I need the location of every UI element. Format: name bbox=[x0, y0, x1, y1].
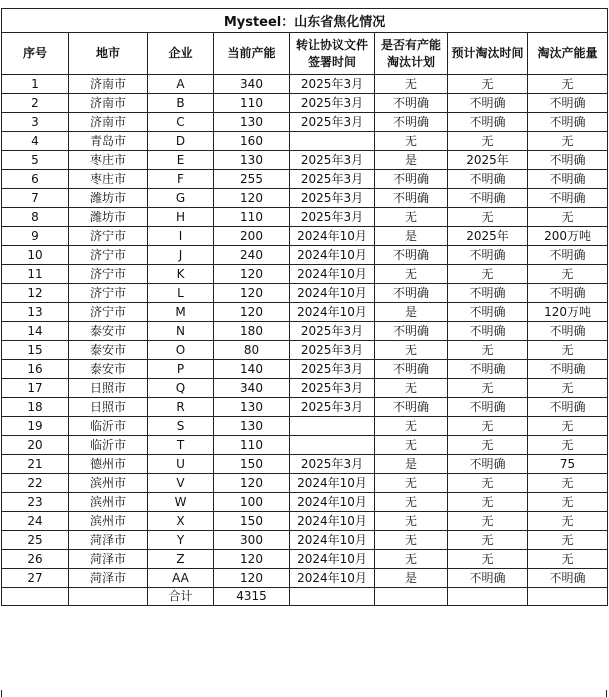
col-phaseout-amount-cell: 不明确 bbox=[528, 360, 608, 379]
col-phaseout-plan-cell: 是 bbox=[375, 455, 448, 474]
col-phaseout-amount-cell: 不明确 bbox=[528, 569, 608, 588]
col-index-cell: 4 bbox=[2, 132, 69, 151]
col-phaseout-time-cell: 不明确 bbox=[448, 303, 528, 322]
col-capacity-cell: 180 bbox=[214, 322, 290, 341]
col-phaseout-plan-cell: 无 bbox=[375, 493, 448, 512]
col-phaseout-time-cell: 不明确 bbox=[448, 170, 528, 189]
col-sign-date-cell: 2024年10月 bbox=[290, 246, 375, 265]
table-bottom-edge bbox=[1, 690, 607, 697]
col-capacity-cell: 150 bbox=[214, 455, 290, 474]
col-phaseout-plan-cell: 无 bbox=[375, 132, 448, 151]
col-phaseout-time-cell: 无 bbox=[448, 75, 528, 94]
col-phaseout-time-cell: 不明确 bbox=[448, 94, 528, 113]
col-capacity-cell: 120 bbox=[214, 303, 290, 322]
col-city-cell: 菏泽市 bbox=[69, 569, 148, 588]
table-row bbox=[2, 569, 608, 588]
col-sign-date-cell: 2025年3月 bbox=[290, 208, 375, 227]
table-row bbox=[2, 94, 608, 113]
table-row bbox=[2, 75, 608, 94]
col-company-cell: Z bbox=[148, 550, 214, 569]
header-line: 序号 bbox=[22, 46, 47, 60]
col-capacity-cell: 120 bbox=[214, 265, 290, 284]
col-capacity-cell: 80 bbox=[214, 341, 290, 360]
col-phaseout-amount-cell: 无 bbox=[528, 208, 608, 227]
col-sign-date-cell: 2025年3月 bbox=[290, 75, 375, 94]
col-company-cell: I bbox=[148, 227, 214, 246]
col-company-cell: Q bbox=[148, 379, 214, 398]
col-city-cell: 济宁市 bbox=[69, 227, 148, 246]
col-capacity-cell: 110 bbox=[214, 436, 290, 455]
header-line: 转让协议文件 bbox=[295, 37, 368, 52]
col-phaseout-plan-cell: 无 bbox=[375, 436, 448, 455]
header-line: 预计淘汰时间 bbox=[451, 46, 524, 60]
col-company-cell: U bbox=[148, 455, 214, 474]
col-company-cell: T bbox=[148, 436, 214, 455]
col-sign-date-cell: 2025年3月 bbox=[290, 170, 375, 189]
col-company-cell: P bbox=[148, 360, 214, 379]
col-company-cell: J bbox=[148, 246, 214, 265]
col-index-cell: 23 bbox=[2, 493, 69, 512]
table-row bbox=[2, 474, 608, 493]
col-index-cell: 7 bbox=[2, 189, 69, 208]
table-row bbox=[2, 265, 608, 284]
col-sign-date-cell: 2024年10月 bbox=[290, 284, 375, 303]
col-phaseout-plan-cell: 无 bbox=[375, 512, 448, 531]
col-phaseout-amount-cell: 不明确 bbox=[528, 322, 608, 341]
col-phaseout-time-cell: 2025年 bbox=[448, 151, 528, 170]
table-body bbox=[2, 75, 608, 588]
table-row bbox=[2, 493, 608, 512]
col-phaseout-amount-cell: 无 bbox=[528, 493, 608, 512]
col-capacity-cell: 255 bbox=[214, 170, 290, 189]
col-sign-date-cell: 2025年3月 bbox=[290, 398, 375, 417]
col-city-cell: 潍坊市 bbox=[69, 189, 148, 208]
col-phaseout-amount-cell: 无 bbox=[528, 132, 608, 151]
col-capacity-cell: 120 bbox=[214, 474, 290, 493]
col-index-cell: 27 bbox=[2, 569, 69, 588]
col-phaseout-amount-cell: 无 bbox=[528, 512, 608, 531]
title-row bbox=[2, 9, 608, 33]
col-phaseout-amount-cell: 无 bbox=[528, 75, 608, 94]
col-sign-date-cell: 2024年10月 bbox=[290, 512, 375, 531]
col-city-cell: 临沂市 bbox=[69, 417, 148, 436]
table-row bbox=[2, 208, 608, 227]
col-phaseout-time-cell: 不明确 bbox=[448, 246, 528, 265]
header-line: 企业 bbox=[168, 46, 193, 60]
col-phaseout-time-cell: 不明确 bbox=[448, 113, 528, 132]
total-empty-cell bbox=[290, 588, 375, 606]
header-line: 当前产能 bbox=[227, 46, 276, 60]
col-city-cell: 滨州市 bbox=[69, 474, 148, 493]
col-capacity-cell: 160 bbox=[214, 132, 290, 151]
col-phaseout-amount-cell: 不明确 bbox=[528, 151, 608, 170]
col-company-cell: S bbox=[148, 417, 214, 436]
col-phaseout-amount-cell: 不明确 bbox=[528, 398, 608, 417]
table-row bbox=[2, 322, 608, 341]
total-row bbox=[2, 588, 608, 606]
col-phaseout-plan-cell: 无 bbox=[375, 550, 448, 569]
col-capacity-cell: 110 bbox=[214, 94, 290, 113]
col-phaseout-amount-cell: 不明确 bbox=[528, 94, 608, 113]
col-city-cell: 日照市 bbox=[69, 398, 148, 417]
col-phaseout-time-cell: 无 bbox=[448, 493, 528, 512]
table-row bbox=[2, 284, 608, 303]
table-row bbox=[2, 455, 608, 474]
col-city-cell: 枣庄市 bbox=[69, 170, 148, 189]
col-company-cell: E bbox=[148, 151, 214, 170]
col-phaseout-plan-cell: 是 bbox=[375, 569, 448, 588]
col-index-cell: 18 bbox=[2, 398, 69, 417]
col-city-cell: 泰安市 bbox=[69, 360, 148, 379]
col-phaseout-plan-cell: 无 bbox=[375, 75, 448, 94]
col-phaseout-time-cell: 不明确 bbox=[448, 284, 528, 303]
col-sign-date-cell: 2025年3月 bbox=[290, 322, 375, 341]
col-index-cell: 19 bbox=[2, 417, 69, 436]
col-sign-date-cell: 2025年3月 bbox=[290, 151, 375, 170]
col-sign-date-cell: 2025年3月 bbox=[290, 360, 375, 379]
col-capacity-header bbox=[214, 33, 290, 75]
col-sign-date-cell bbox=[290, 436, 375, 455]
col-capacity-cell: 120 bbox=[214, 550, 290, 569]
total-empty-cell bbox=[528, 588, 608, 606]
col-phaseout-plan-cell: 无 bbox=[375, 379, 448, 398]
header-line: 签署时间 bbox=[307, 54, 356, 69]
col-phaseout-plan-cell: 不明确 bbox=[375, 170, 448, 189]
col-company-cell: Y bbox=[148, 531, 214, 550]
col-index-cell: 8 bbox=[2, 208, 69, 227]
col-phaseout-time-cell: 不明确 bbox=[448, 322, 528, 341]
col-phaseout-plan-cell: 无 bbox=[375, 531, 448, 550]
col-sign-date-cell: 2024年10月 bbox=[290, 493, 375, 512]
col-index-cell: 17 bbox=[2, 379, 69, 398]
col-index-cell: 15 bbox=[2, 341, 69, 360]
col-sign-date-cell: 2024年10月 bbox=[290, 474, 375, 493]
col-company-cell: D bbox=[148, 132, 214, 151]
col-city-cell: 济宁市 bbox=[69, 246, 148, 265]
total-empty-cell bbox=[2, 588, 69, 606]
col-city-cell: 枣庄市 bbox=[69, 151, 148, 170]
col-phaseout-plan-cell: 不明确 bbox=[375, 94, 448, 113]
col-phaseout-amount-cell: 无 bbox=[528, 265, 608, 284]
col-sign-date-cell: 2025年3月 bbox=[290, 94, 375, 113]
col-phaseout-time-cell: 无 bbox=[448, 512, 528, 531]
col-sign-date-cell: 2024年10月 bbox=[290, 531, 375, 550]
table-row bbox=[2, 246, 608, 265]
col-company-cell: O bbox=[148, 341, 214, 360]
table-row bbox=[2, 512, 608, 531]
col-capacity-cell: 130 bbox=[214, 417, 290, 436]
col-phaseout-amount-cell: 不明确 bbox=[528, 246, 608, 265]
col-phaseout-amount-cell: 无 bbox=[528, 531, 608, 550]
col-city-cell: 济南市 bbox=[69, 94, 148, 113]
col-phaseout-plan-cell: 无 bbox=[375, 208, 448, 227]
col-company-cell: X bbox=[148, 512, 214, 531]
col-phaseout-time-cell: 不明确 bbox=[448, 569, 528, 588]
col-sign-date-cell: 2024年10月 bbox=[290, 303, 375, 322]
capacity-table-container bbox=[1, 8, 607, 606]
col-city-cell: 济南市 bbox=[69, 75, 148, 94]
col-phaseout-amount-cell: 75 bbox=[528, 455, 608, 474]
col-phaseout-amount-cell: 不明确 bbox=[528, 113, 608, 132]
col-capacity-cell: 340 bbox=[214, 379, 290, 398]
col-phaseout-amount-cell: 无 bbox=[528, 341, 608, 360]
table-row bbox=[2, 113, 608, 132]
table-row bbox=[2, 151, 608, 170]
col-company-cell: B bbox=[148, 94, 214, 113]
col-phaseout-time-cell: 无 bbox=[448, 550, 528, 569]
col-index-cell: 24 bbox=[2, 512, 69, 531]
col-phaseout-amount-cell: 200万吨 bbox=[528, 227, 608, 246]
col-index-cell: 21 bbox=[2, 455, 69, 474]
col-phaseout-time-cell: 无 bbox=[448, 531, 528, 550]
col-company-cell: H bbox=[148, 208, 214, 227]
col-city-cell: 菏泽市 bbox=[69, 531, 148, 550]
col-phaseout-plan-cell: 是 bbox=[375, 151, 448, 170]
col-capacity-cell: 340 bbox=[214, 75, 290, 94]
col-city-cell: 日照市 bbox=[69, 379, 148, 398]
col-index-cell: 12 bbox=[2, 284, 69, 303]
total-empty-cell bbox=[448, 588, 528, 606]
col-city-header bbox=[69, 33, 148, 75]
total-empty-cell bbox=[375, 588, 448, 606]
col-phaseout-plan-cell: 无 bbox=[375, 265, 448, 284]
table-title: Mysteel：山东省焦化情况 bbox=[2, 9, 608, 33]
table-row bbox=[2, 303, 608, 322]
col-phaseout-plan-cell: 无 bbox=[375, 341, 448, 360]
col-capacity-cell: 140 bbox=[214, 360, 290, 379]
col-city-cell: 菏泽市 bbox=[69, 550, 148, 569]
col-city-cell: 泰安市 bbox=[69, 341, 148, 360]
col-phaseout-plan-cell: 不明确 bbox=[375, 360, 448, 379]
col-company-cell: AA bbox=[148, 569, 214, 588]
col-index-cell: 14 bbox=[2, 322, 69, 341]
col-sign-date-header bbox=[290, 33, 375, 75]
col-sign-date-cell: 2024年10月 bbox=[290, 569, 375, 588]
col-index-cell: 11 bbox=[2, 265, 69, 284]
col-index-cell: 25 bbox=[2, 531, 69, 550]
header-line: 是否有产能 bbox=[380, 37, 441, 52]
table-row bbox=[2, 132, 608, 151]
col-city-cell: 滨州市 bbox=[69, 512, 148, 531]
coking-capacity-table bbox=[1, 8, 608, 606]
col-capacity-cell: 110 bbox=[214, 208, 290, 227]
table-row bbox=[2, 550, 608, 569]
col-index-cell: 20 bbox=[2, 436, 69, 455]
col-phaseout-amount-cell: 无 bbox=[528, 550, 608, 569]
col-sign-date-cell: 2024年10月 bbox=[290, 227, 375, 246]
table-row bbox=[2, 227, 608, 246]
col-phaseout-plan-header bbox=[375, 33, 448, 75]
col-sign-date-cell: 2024年10月 bbox=[290, 265, 375, 284]
col-index-cell: 26 bbox=[2, 550, 69, 569]
col-phaseout-plan-cell: 是 bbox=[375, 227, 448, 246]
col-sign-date-cell bbox=[290, 132, 375, 151]
col-phaseout-time-cell: 无 bbox=[448, 474, 528, 493]
total-empty-cell bbox=[69, 588, 148, 606]
col-phaseout-amount-header bbox=[528, 33, 608, 75]
col-city-cell: 青岛市 bbox=[69, 132, 148, 151]
table-row bbox=[2, 189, 608, 208]
col-index-cell: 3 bbox=[2, 113, 69, 132]
col-sign-date-cell: 2024年10月 bbox=[290, 550, 375, 569]
col-index-cell: 16 bbox=[2, 360, 69, 379]
col-phaseout-plan-cell: 不明确 bbox=[375, 322, 448, 341]
col-phaseout-time-cell: 无 bbox=[448, 132, 528, 151]
col-capacity-cell: 120 bbox=[214, 189, 290, 208]
col-phaseout-plan-cell: 不明确 bbox=[375, 113, 448, 132]
col-company-cell: V bbox=[148, 474, 214, 493]
col-phaseout-plan-cell: 不明确 bbox=[375, 284, 448, 303]
col-index-cell: 6 bbox=[2, 170, 69, 189]
col-phaseout-amount-cell: 不明确 bbox=[528, 284, 608, 303]
col-company-cell: G bbox=[148, 189, 214, 208]
col-capacity-cell: 240 bbox=[214, 246, 290, 265]
col-phaseout-time-header bbox=[448, 33, 528, 75]
col-company-header bbox=[148, 33, 214, 75]
col-sign-date-cell: 2025年3月 bbox=[290, 455, 375, 474]
col-index-cell: 5 bbox=[2, 151, 69, 170]
col-index-cell: 1 bbox=[2, 75, 69, 94]
col-phaseout-amount-cell: 无 bbox=[528, 379, 608, 398]
col-index-cell: 2 bbox=[2, 94, 69, 113]
col-sign-date-cell: 2025年3月 bbox=[290, 341, 375, 360]
table-row bbox=[2, 379, 608, 398]
col-phaseout-plan-cell: 不明确 bbox=[375, 246, 448, 265]
col-capacity-cell: 130 bbox=[214, 113, 290, 132]
col-sign-date-cell: 2025年3月 bbox=[290, 113, 375, 132]
col-company-cell: F bbox=[148, 170, 214, 189]
col-phaseout-amount-cell: 不明确 bbox=[528, 189, 608, 208]
col-company-cell: M bbox=[148, 303, 214, 322]
col-company-cell: L bbox=[148, 284, 214, 303]
col-company-cell: N bbox=[148, 322, 214, 341]
table-row bbox=[2, 341, 608, 360]
col-phaseout-time-cell: 无 bbox=[448, 341, 528, 360]
col-phaseout-plan-cell: 不明确 bbox=[375, 189, 448, 208]
table-row bbox=[2, 398, 608, 417]
col-company-cell: R bbox=[148, 398, 214, 417]
col-capacity-cell: 100 bbox=[214, 493, 290, 512]
col-phaseout-plan-cell: 无 bbox=[375, 474, 448, 493]
col-city-cell: 滨州市 bbox=[69, 493, 148, 512]
table-row bbox=[2, 417, 608, 436]
total-label: 合计 bbox=[148, 588, 214, 606]
col-phaseout-time-cell: 不明确 bbox=[448, 189, 528, 208]
col-phaseout-time-cell: 无 bbox=[448, 379, 528, 398]
col-city-cell: 临沂市 bbox=[69, 436, 148, 455]
col-company-cell: A bbox=[148, 75, 214, 94]
col-capacity-cell: 150 bbox=[214, 512, 290, 531]
col-capacity-cell: 200 bbox=[214, 227, 290, 246]
col-capacity-cell: 120 bbox=[214, 284, 290, 303]
col-sign-date-cell: 2025年3月 bbox=[290, 189, 375, 208]
col-index-cell: 22 bbox=[2, 474, 69, 493]
col-sign-date-cell: 2025年3月 bbox=[290, 379, 375, 398]
col-company-cell: W bbox=[148, 493, 214, 512]
header-line: 淘汰计划 bbox=[386, 54, 435, 69]
col-capacity-cell: 130 bbox=[214, 151, 290, 170]
table-row bbox=[2, 531, 608, 550]
col-phaseout-time-cell: 无 bbox=[448, 436, 528, 455]
col-capacity-cell: 300 bbox=[214, 531, 290, 550]
col-phaseout-amount-cell: 无 bbox=[528, 436, 608, 455]
col-phaseout-time-cell: 2025年 bbox=[448, 227, 528, 246]
col-phaseout-time-cell: 无 bbox=[448, 208, 528, 227]
col-phaseout-time-cell: 无 bbox=[448, 265, 528, 284]
col-phaseout-time-cell: 不明确 bbox=[448, 455, 528, 474]
header-line: 地市 bbox=[95, 46, 120, 60]
col-city-cell: 潍坊市 bbox=[69, 208, 148, 227]
col-phaseout-plan-cell: 无 bbox=[375, 417, 448, 436]
col-city-cell: 济宁市 bbox=[69, 284, 148, 303]
col-index-cell: 9 bbox=[2, 227, 69, 246]
col-index-cell: 10 bbox=[2, 246, 69, 265]
col-phaseout-amount-cell: 不明确 bbox=[528, 170, 608, 189]
col-company-cell: K bbox=[148, 265, 214, 284]
col-phaseout-amount-cell: 无 bbox=[528, 474, 608, 493]
col-index-header bbox=[2, 33, 69, 75]
col-index-cell: 13 bbox=[2, 303, 69, 322]
col-city-cell: 济南市 bbox=[69, 113, 148, 132]
col-phaseout-plan-cell: 是 bbox=[375, 303, 448, 322]
col-city-cell: 德州市 bbox=[69, 455, 148, 474]
col-capacity-cell: 130 bbox=[214, 398, 290, 417]
col-city-cell: 济宁市 bbox=[69, 265, 148, 284]
col-phaseout-plan-cell: 不明确 bbox=[375, 398, 448, 417]
col-phaseout-time-cell: 无 bbox=[448, 417, 528, 436]
col-phaseout-amount-cell: 无 bbox=[528, 417, 608, 436]
col-city-cell: 济宁市 bbox=[69, 303, 148, 322]
table-row bbox=[2, 170, 608, 189]
col-sign-date-cell bbox=[290, 417, 375, 436]
header-line: 淘汰产能量 bbox=[537, 46, 598, 60]
col-capacity-cell: 120 bbox=[214, 569, 290, 588]
total-value: 4315 bbox=[214, 588, 290, 606]
col-phaseout-time-cell: 不明确 bbox=[448, 360, 528, 379]
col-city-cell: 泰安市 bbox=[69, 322, 148, 341]
col-phaseout-time-cell: 不明确 bbox=[448, 398, 528, 417]
col-company-cell: C bbox=[148, 113, 214, 132]
table-row bbox=[2, 436, 608, 455]
col-phaseout-amount-cell: 120万吨 bbox=[528, 303, 608, 322]
header-row bbox=[2, 33, 608, 75]
table-row bbox=[2, 360, 608, 379]
